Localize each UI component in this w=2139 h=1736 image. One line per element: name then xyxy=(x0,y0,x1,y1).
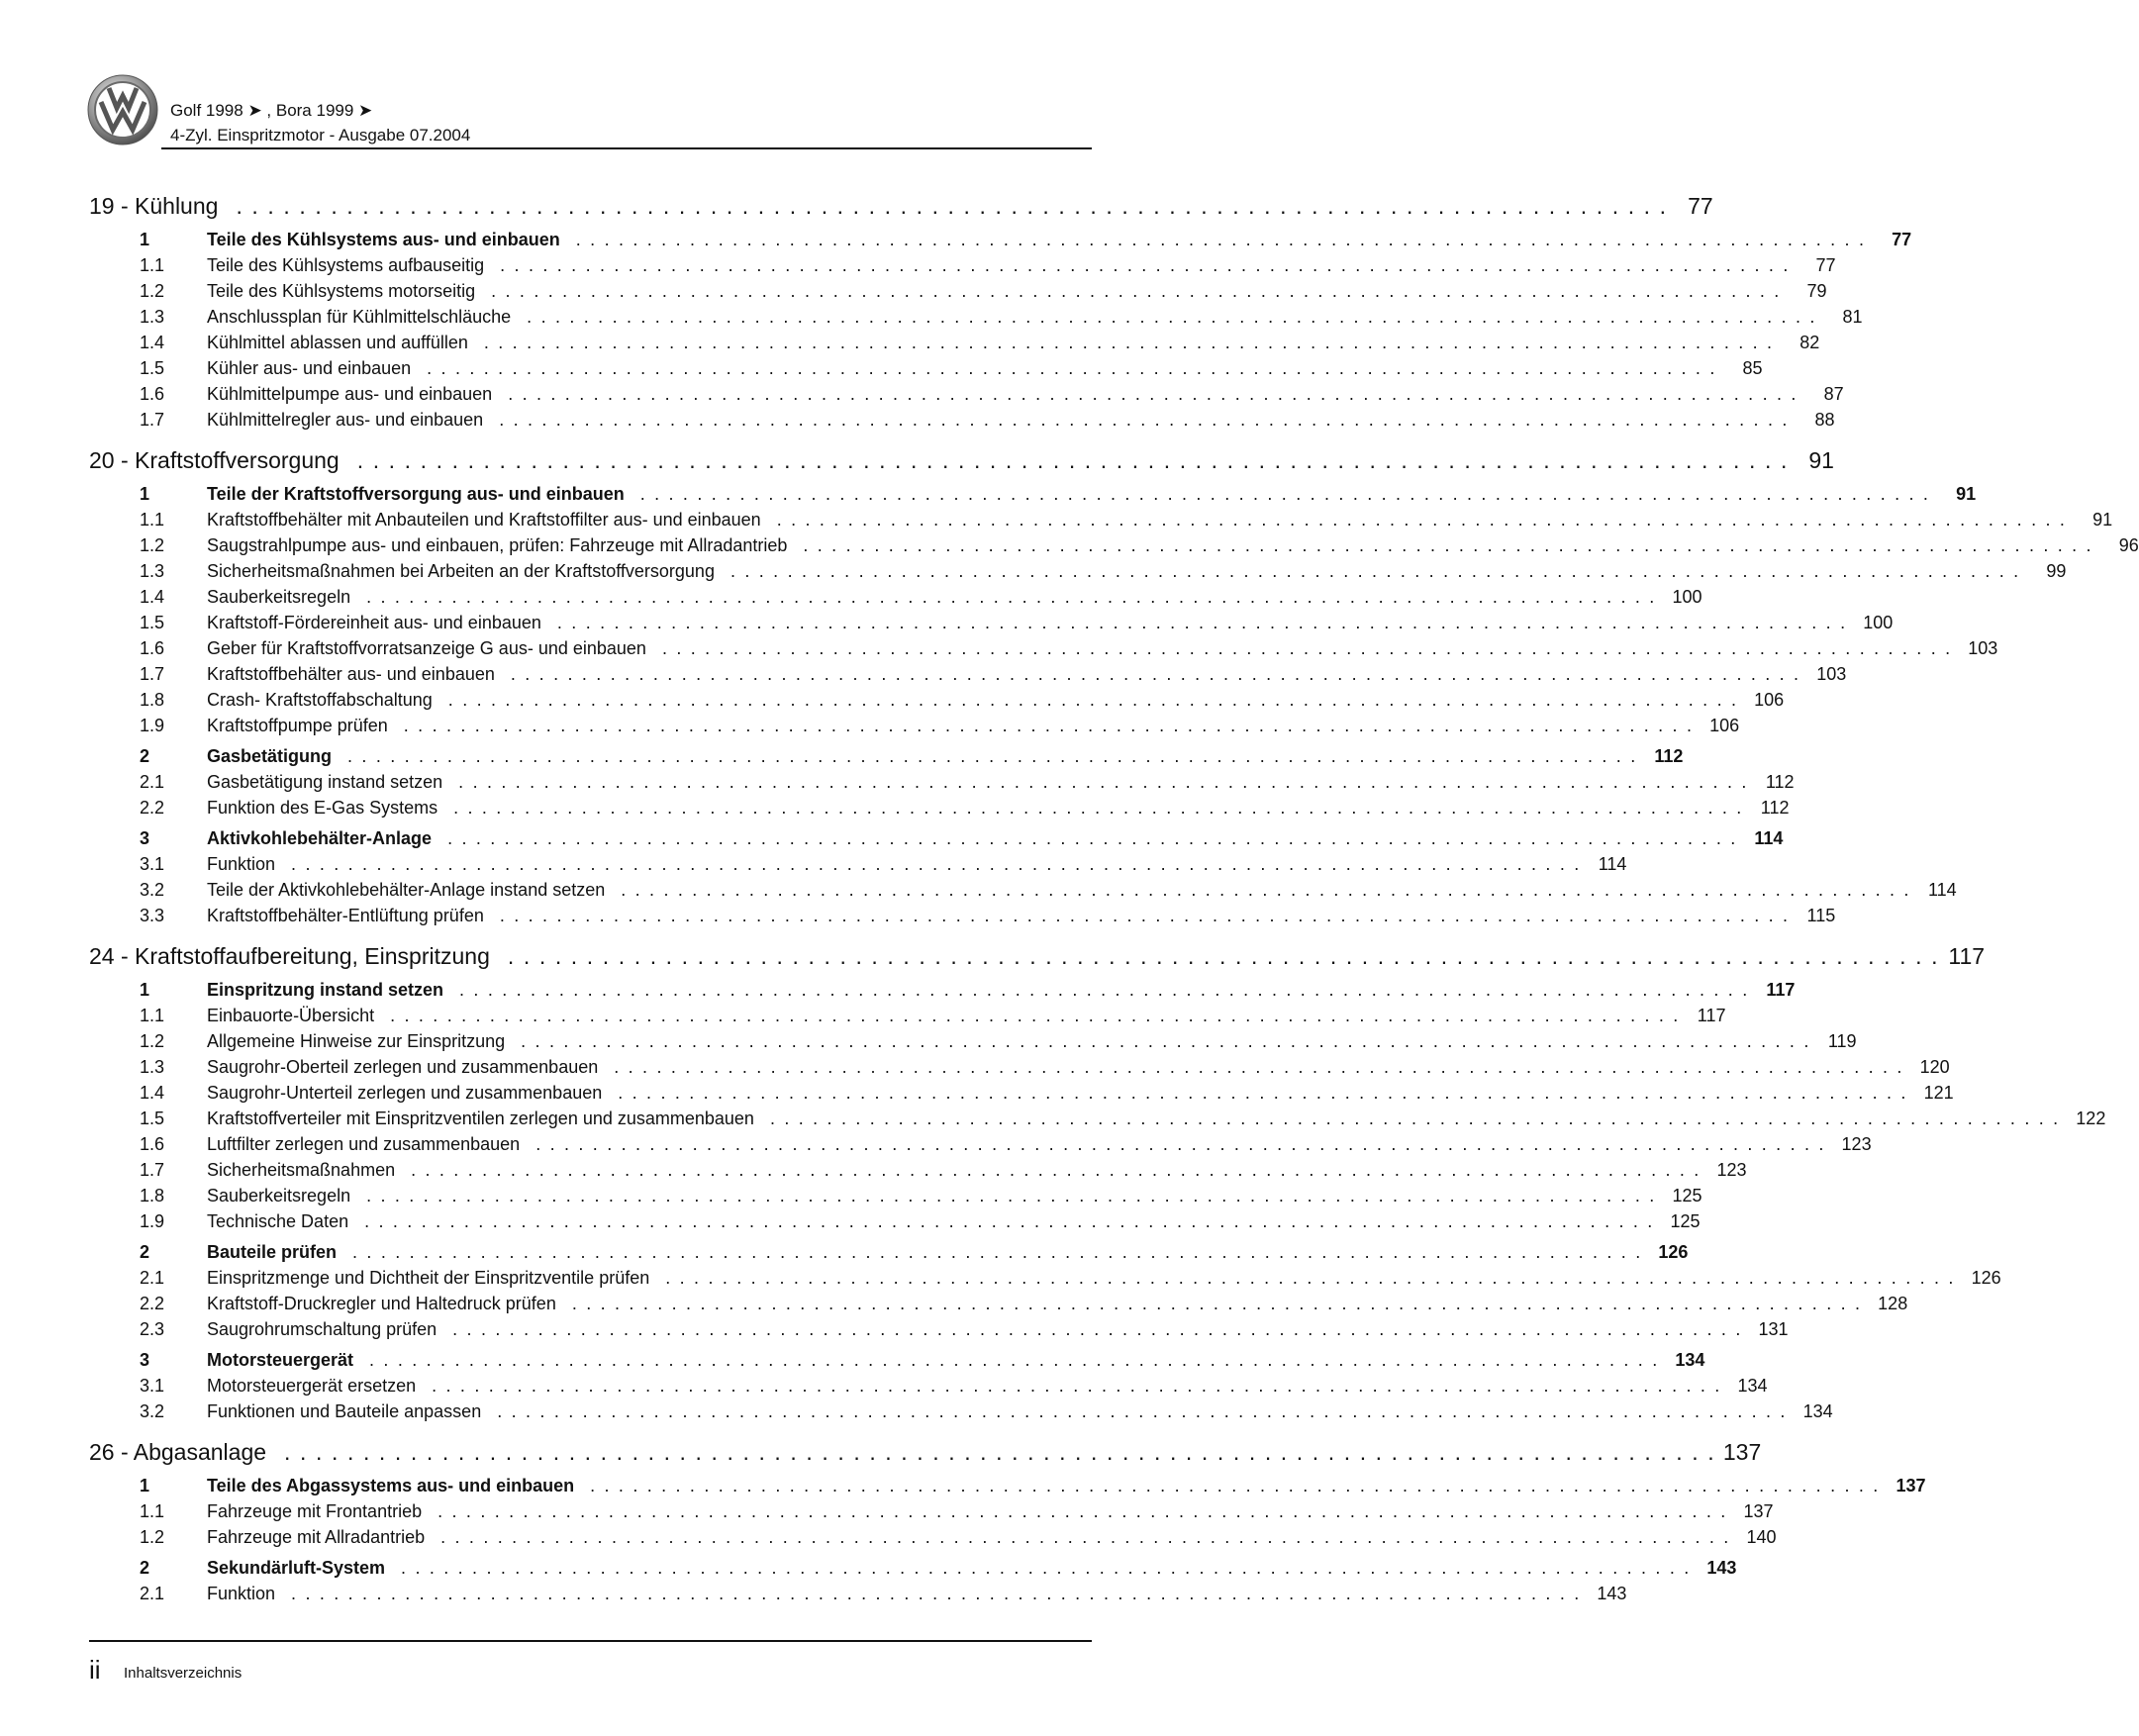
entry-title: Kraftstoffbehälter mit Anbauteilen und Kraftstoffilter aus- und einbauen xyxy=(207,510,761,530)
header-divider xyxy=(161,147,1092,149)
entry-title: Kraftstoff-Fördereinheit aus- und einbauen xyxy=(207,613,541,632)
entry-title: Fahrzeuge mit Frontantrieb xyxy=(207,1501,423,1521)
entry-number: 1.9 xyxy=(140,716,165,735)
toc-entry[interactable] xyxy=(89,1080,1954,1106)
entry-page-number: 125 xyxy=(1670,1211,1701,1231)
dot-leader: . . . . . . . . . . . . . . . . . . . . . . . . . . . . . . . . . . . . . . . . . . . . . . . . . . . . . . . . . . . . . . . . . . . . . . . . . . . . . . . . . . . . . . . . . . . xyxy=(499,906,1791,925)
entry-page-number: 134 xyxy=(1675,1350,1705,1370)
entry-page-number: 112 xyxy=(1654,746,1684,766)
entry-number: 1.2 xyxy=(140,281,165,301)
header-engine-line: 4-Zyl. Einspritzmotor - Ausgabe 07.2004 xyxy=(170,126,471,145)
entry-title: Gasbetätigung xyxy=(207,746,333,766)
entry-number: 1 xyxy=(140,230,150,249)
entry-title: Saugstrahlpumpe aus- und einbauen, prüfen: Fahrzeuge mit Allradantrieb xyxy=(207,535,788,555)
entry-number: 1.6 xyxy=(140,638,165,658)
entry-title: Teile des Abgassystems aus- und einbauen xyxy=(207,1476,575,1495)
entry-page-number: 77 xyxy=(1815,255,1836,275)
dot-leader: . . . . . . . . . . . . . . . . . . . . . . . . . . . . . . . . . . . . . . . . . . . . . . . . . . . . . . . . . . . . . . . . . . . . . . . . . . . . . . . . . . . . . . . . . . . xyxy=(347,746,1638,766)
dot-leader: . . . . . . . . . . . . . . . . . . . . . . . . . . . . . . . . . . . . . . . . . . . . . . . . . . . . . . . . . . . . . . . . . . . . . . . . . . . . . . . . . . . . . . . . . . . xyxy=(639,484,1931,504)
dot-leader: . . . . . . . . . . . . . . . . . . . . . . . . . . . . . . . . . . . . . . . . . . . . . . . . . . . . . . . . . . . . . . . . . . . . . . . . . . . . . . . . . . . . . . . . . . . xyxy=(453,798,1744,818)
toc-entry[interactable] xyxy=(89,330,1820,355)
entry-title: Funktion des E-Gas Systems xyxy=(207,798,438,818)
entry-page-number: 134 xyxy=(1802,1401,1833,1421)
entry-number: 2.2 xyxy=(140,798,165,818)
toc-entry[interactable] xyxy=(89,407,1835,433)
toc-entry[interactable] xyxy=(89,610,1894,635)
entry-number: 1.4 xyxy=(140,333,165,352)
entry-title: Funktion xyxy=(207,1584,276,1603)
entry-page-number: 96 xyxy=(2118,535,2139,555)
entry-number: 3 xyxy=(140,828,150,848)
entry-number: 3.1 xyxy=(140,854,165,874)
entry-page-number: 122 xyxy=(2076,1109,2106,1128)
entry-page-number: 77 xyxy=(1892,230,1912,249)
footer-label: Inhaltsverzeichnis xyxy=(124,1665,243,1682)
entry-number: 1.1 xyxy=(140,1501,165,1521)
entry-number: 1.5 xyxy=(140,358,165,378)
dot-leader: . . . . . . . . . . . . . . . . . . . . . . . . . . . . . . . . . . . . . . . . . . . . . . . . . . . . . . . . . . . . . . . . . . . . . . . . . . . . . . . . . . . . . . . . . . . xyxy=(364,1211,1655,1231)
entry-page-number: 123 xyxy=(1716,1160,1747,1180)
toc-entry[interactable] xyxy=(89,1054,1950,1080)
dot-leader: . . . . . . . . . . . . . . . . . . . . . . . . . . . . . . . . . . . . . . . . . . . . . . . . . . . . . . . . . . . . . . . . . . . . . . . . . . . . . . . . . . . . . . . . . . . xyxy=(438,1501,1728,1521)
entry-title: Kraftstoffverteiler mit Einspritzventilen zerlegen und zusammenbauen xyxy=(207,1109,754,1128)
entry-number: 2 xyxy=(140,746,150,766)
dot-leader: . . . . . . . . . . . . . . . . . . . . . . . . . . . . . . . . . . . . . . . . . . . . . . . . . . . . . . . . . . . . . . . . . . . . . . . . . . . . . . . . . . . . . . . . . . . xyxy=(500,255,1791,275)
dot-leader: . . . . . . . . . . . . . . . . . . . . . . . . . . . . . . . . . . . . . . . . . . . . . . . . . . . . . . . . . . . . . . . . . . . . . . . . . . . . . . . . . . . . . . . . . . . xyxy=(497,1401,1788,1421)
dot-leader: . . . . . . . . . . . . . . . . . . . . . . . . . . . . . . . . . . . . . . . . . . . . . . . . . . . . . . . . . . . . . . . . . . . . . . . . . . . . . . . . . . . . . . . . . . . xyxy=(571,1294,1863,1313)
entry-title: Kühler aus- und einbauen xyxy=(207,358,412,378)
entry-number: 1.2 xyxy=(140,1031,165,1051)
dot-leader: . . . . . . . . . . . . . . . . . . . . . . . . . . . . . . . . . . . . . . . . . . . . . . . . . . . . . . . . . . . . . . . . . . . . . . . . . . . . . . . . . . . . . . . . . . . xyxy=(776,510,2068,530)
table-of-contents xyxy=(89,190,2139,1606)
toc-entry[interactable] xyxy=(89,1131,1872,1157)
chapter-title: 20 - Kraftstoffversorgung xyxy=(89,447,340,473)
toc-entry[interactable] xyxy=(89,713,1740,738)
toc-entry[interactable] xyxy=(89,1498,1774,1524)
entry-title: Aktivkohlebehälter-Anlage xyxy=(207,828,433,848)
toc-entry[interactable] xyxy=(89,687,1785,713)
entry-title: Einspritzmenge und Dichtheit der Einspritzventile prüfen xyxy=(207,1268,650,1288)
dot-leader: . . . . . . . . . . . . . . . . . . . . . . . . . . . . . . . . . . . . . . . . . . . . . . . . . . . . . . . . . . . . . . . . . . . . . . . . . . . . . . . . . . . . . . . . . . . xyxy=(459,980,1750,1000)
chapter-page-number: 117 xyxy=(1948,943,1986,969)
entry-title: Allgemeine Hinweise zur Einspritzung xyxy=(207,1031,506,1051)
entry-number: 1 xyxy=(140,484,150,504)
dot-leader: . . . . . . . . . . . . . . . . . . . . . . . . . . . . . . . . . . . . . . . . . . . . . . . . . . . . . . . . . . . . . . . . . . . . . . . . . . . . . . . . . . . . . . . . . . . xyxy=(284,1439,1716,1465)
dot-leader: . . . . . . . . . . . . . . . . . . . . . . . . . . . . . . . . . . . . . . . . . . . . . . . . . . . . . . . . . . . . . . . . . . . . . . . . . . . . . . . . . . . . . . . . . . . xyxy=(621,880,1911,900)
entry-page-number: 123 xyxy=(1841,1134,1872,1154)
entry-number: 2 xyxy=(140,1242,150,1262)
entry-number: 1.5 xyxy=(140,1109,165,1128)
entry-title: Kraftstoffbehälter-Entlüftung prüfen xyxy=(207,906,484,925)
entry-page-number: 117 xyxy=(1697,1006,1726,1025)
toc-subchapter[interactable] xyxy=(89,825,1784,851)
entry-title: Gasbetätigung instand setzen xyxy=(207,772,443,792)
entry-number: 1.1 xyxy=(140,255,165,275)
toc-chapter[interactable] xyxy=(89,1436,1762,1468)
chapter-title: 19 - Kühlung xyxy=(89,193,219,219)
toc-entry[interactable] xyxy=(89,635,1998,661)
entry-number: 1.8 xyxy=(140,690,165,710)
dot-leader: . . . . . . . . . . . . . . . . . . . . . . . . . . . . . . . . . . . . . . . . . . . . . . . . . . . . . . . . . . . . . . . . . . . . . . . . . . . . . . . . . . . . . . . . . . . xyxy=(499,410,1790,430)
entry-page-number: 121 xyxy=(1923,1083,1954,1103)
entry-title: Sauberkeitsregeln xyxy=(207,1186,351,1206)
toc-entry[interactable] xyxy=(89,532,2139,558)
entry-page-number: 100 xyxy=(1672,587,1702,607)
entry-title: Kühlmittel ablassen und auffüllen xyxy=(207,333,468,352)
toc-entry[interactable] xyxy=(89,1208,1701,1234)
toc-entry[interactable] xyxy=(89,1028,1857,1054)
dot-leader: . . . . . . . . . . . . . . . . . . . . . . . . . . . . . . . . . . . . . . . . . . . . . . . . . . . . . . . . . . . . . . . . . . . . . . . . . . . . . . . . . . . . . . . . . . . xyxy=(369,1350,1660,1370)
entry-page-number: 143 xyxy=(1706,1558,1737,1578)
entry-title: Teile des Kühlsystems motorseitig xyxy=(207,281,476,301)
entry-title: Einbauorte-Übersicht xyxy=(207,1006,375,1025)
toc-entry[interactable] xyxy=(89,1373,1768,1398)
entry-title: Saugrohrumschaltung prüfen xyxy=(207,1319,438,1339)
dot-leader: . . . . . . . . . . . . . . . . . . . . . . . . . . . . . . . . . . . . . . . . . . . . . . . . . . . . . . . . . . . . . . . . . . . . . . . . . . . . . . . . . . . . . . . . . . . xyxy=(590,1476,1881,1495)
entry-title: Motorsteuergerät xyxy=(207,1350,354,1370)
entry-page-number: 140 xyxy=(1746,1527,1777,1547)
entry-title: Motorsteuergerät ersetzen xyxy=(207,1376,417,1396)
toc-chapter[interactable] xyxy=(89,940,1986,972)
toc-entry[interactable] xyxy=(89,381,1844,407)
toc-entry[interactable] xyxy=(89,1524,1777,1550)
entry-number: 1.2 xyxy=(140,1527,165,1547)
entry-number: 2.1 xyxy=(140,1584,165,1603)
entry-number: 1.3 xyxy=(140,1057,165,1077)
dot-leader: . . . . . . . . . . . . . . . . . . . . . . . . . . . . . . . . . . . . . . . . . . . . . . . . . . . . . . . . . . . . . . . . . . . . . . . . . . . . . . . . . . . . . . . . . . . xyxy=(618,1083,1908,1103)
dot-leader: . . . . . . . . . . . . . . . . . . . . . . . . . . . . . . . . . . . . . . . . . . . . . . . . . . . . . . . . . . . . . . . . . . . . . . . . . . . . . . . . . . . . . . . . . . . xyxy=(491,281,1782,301)
entry-page-number: 126 xyxy=(1971,1268,2001,1288)
entry-page-number: 114 xyxy=(1598,854,1627,874)
entry-title: Fahrzeuge mit Allradantrieb xyxy=(207,1527,426,1547)
dot-leader: . . . . . . . . . . . . . . . . . . . . . . . . . . . . . . . . . . . . . . . . . . . . . . . . . . . . . . . . . . . . . . . . . . . . . . . . . . . . . . . . . . . . . . . . . . . xyxy=(411,1160,1701,1180)
entry-page-number: 103 xyxy=(1968,638,1998,658)
entry-title: Kühlmittelregler aus- und einbauen xyxy=(207,410,484,430)
toc-subchapter[interactable] xyxy=(89,227,1912,252)
dot-leader: . . . . . . . . . . . . . . . . . . . . . . . . . . . . . . . . . . . . . . . . . . . . . . . . . . . . . . . . . . . . . . . . . . . . . . . . . . . . . . . . . . . . . . . . . . . xyxy=(366,1186,1657,1206)
dot-leader: . . . . . . . . . . . . . . . . . . . . . . . . . . . . . . . . . . . . . . . . . . . . . . . . . . . . . . . . . . . . . . . . . . . . . . . . . . . . . . . . . . . . . . . . . . . xyxy=(447,828,1738,848)
entry-title: Technische Daten xyxy=(207,1211,349,1231)
entry-page-number: 82 xyxy=(1799,333,1820,352)
entry-title: Saugrohr-Unterteil zerlegen und zusammenbauen xyxy=(207,1083,603,1103)
entry-title: Luftfilter zerlegen und zusammenbauen xyxy=(207,1134,521,1154)
entry-number: 3.3 xyxy=(140,906,165,925)
entry-page-number: 87 xyxy=(1823,384,1844,404)
toc-entry[interactable] xyxy=(89,304,1863,330)
toc-entry[interactable] xyxy=(89,661,1847,687)
entry-page-number: 100 xyxy=(1863,613,1894,632)
entry-page-number: 91 xyxy=(1956,484,1977,504)
entry-number: 1.1 xyxy=(140,1006,165,1025)
entry-page-number: 115 xyxy=(1806,906,1836,925)
entry-page-number: 143 xyxy=(1597,1584,1627,1603)
toc-subchapter[interactable] xyxy=(89,481,1977,507)
entry-page-number: 112 xyxy=(1765,772,1795,792)
entry-title: Teile der Kraftstoffversorgung aus- und einbauen xyxy=(207,484,625,504)
toc-entry[interactable] xyxy=(89,1003,1726,1028)
dot-leader: . . . . . . . . . . . . . . . . . . . . . . . . . . . . . . . . . . . . . . . . . . . . . . . . . . . . . . . . . . . . . . . . . . . . . . . . . . . . . . . . . . . . . . . . . . . xyxy=(390,1006,1681,1025)
toc-entry[interactable] xyxy=(89,795,1790,820)
toc-entry[interactable] xyxy=(89,1291,1908,1316)
dot-leader: . . . . . . . . . . . . . . . . . . . . . . . . . . . . . . . . . . . . . . . . . . . . . . . . . . . . . . . . . . . . . . . . . . . . . . . . . . . . . . . . . . . . . . . . . . . xyxy=(483,333,1775,352)
entry-title: Bauteile prüfen xyxy=(207,1242,338,1262)
entry-number: 1 xyxy=(140,1476,150,1495)
dot-leader: . . . . . . . . . . . . . . . . . . . . . . . . . . . . . . . . . . . . . . . . . . . . . . . . . . . . . . . . . . . . . . . . . . . . . . . . . . . . . . . . . . . . . . . . . . . xyxy=(366,587,1657,607)
entry-number: 1.9 xyxy=(140,1211,165,1231)
toc-entry[interactable] xyxy=(89,584,1702,610)
dot-leader: . . . . . . . . . . . . . . . . . . . . . . . . . . . . . . . . . . . . . . . . . . . . . . . . . . . . . . . . . . . . . . . . . . . . . . . . . . . . . . . . . . . . . . . . . . . xyxy=(427,358,1717,378)
dot-leader: . . . . . . . . . . . . . . . . . . . . . . . . . . . . . . . . . . . . . . . . . . . . . . . . . . . . . . . . . . . . . . . . . . . . . . . . . . . . . . . . . . . . . . . . . . . xyxy=(729,561,2021,581)
dot-leader: . . . . . . . . . . . . . . . . . . . . . . . . . . . . . . . . . . . . . . . . . . . . . . . . . . . . . . . . . . . . . . . . . . . . . . . . . . . . . . . . . . . . . . . . . . . xyxy=(291,1584,1582,1603)
entry-page-number: 131 xyxy=(1758,1319,1789,1339)
footer-page-number: ii xyxy=(89,1655,101,1685)
entry-title: Kraftstoffpumpe prüfen xyxy=(207,716,388,735)
chapter-page-number: 77 xyxy=(1688,193,1713,219)
entry-title: Sekundärluft-System xyxy=(207,1558,386,1578)
entry-number: 2.1 xyxy=(140,772,165,792)
dot-leader: . . . . . . . . . . . . . . . . . . . . . . . . . . . . . . . . . . . . . . . . . . . . . . . . . . . . . . . . . . . . . . . . . . . . . . . . . . . . . . . . . . . . . . . . . . . xyxy=(661,638,1953,658)
toc-subchapter[interactable] xyxy=(89,1555,1737,1581)
entry-page-number: 117 xyxy=(1766,980,1796,1000)
entry-page-number: 85 xyxy=(1742,358,1763,378)
entry-page-number: 119 xyxy=(1827,1031,1857,1051)
chapter-page-number: 137 xyxy=(1722,1439,1762,1465)
entry-page-number: 112 xyxy=(1760,798,1790,818)
dot-leader: . . . . . . . . . . . . . . . . . . . . . . . . . . . . . . . . . . . . . . . . . . . . . . . . . . . . . . . . . . . . . . . . . . . . . . . . . . . . . . . . . . . . . . . . . . . xyxy=(614,1057,1904,1077)
entry-title: Sicherheitsmaßnahmen xyxy=(207,1160,396,1180)
toc-chapter[interactable] xyxy=(89,190,1713,222)
dot-leader: . . . . . . . . . . . . . . . . . . . . . . . . . . . . . . . . . . . . . . . . . . . . . . . . . . . . . . . . . . . . . . . . . . . . . . . . . . . . . . . . . . . . . . . . . . . xyxy=(236,193,1668,219)
entry-page-number: 106 xyxy=(1709,716,1740,735)
chapter-title: 24 - Kraftstoffaufbereitung, Einspritzung xyxy=(89,943,490,969)
entry-page-number: 120 xyxy=(1919,1057,1950,1077)
entry-number: 1.4 xyxy=(140,587,165,607)
dot-leader: . . . . . . . . . . . . . . . . . . . . . . . . . . . . . . . . . . . . . . . . . . . . . . . . . . . . . . . . . . . . . . . . . . . . . . . . . . . . . . . . . . . . . . . . . . . xyxy=(403,716,1695,735)
dot-leader: . . . . . . . . . . . . . . . . . . . . . . . . . . . . . . . . . . . . . . . . . . . . . . . . . . . . . . . . . . . . . . . . . . . . . . . . . . . . . . . . . . . . . . . . . . . xyxy=(510,664,1801,684)
entry-page-number: 79 xyxy=(1806,281,1827,301)
toc-entry[interactable] xyxy=(89,1398,1833,1424)
dot-leader: . . . . . . . . . . . . . . . . . . . . . . . . . . . . . . . . . . . . . . . . . . . . . . . . . . . . . . . . . . . . . . . . . . . . . . . . . . . . . . . . . . . . . . . . . . . xyxy=(521,1031,1811,1051)
toc-subchapter[interactable] xyxy=(89,1473,1926,1498)
dot-leader: . . . . . . . . . . . . . . . . . . . . . . . . . . . . . . . . . . . . . . . . . . . . . . . . . . . . . . . . . . . . . . . . . . . . . . . . . . . . . . . . . . . . . . . . . . . xyxy=(356,447,1789,473)
entry-number: 1.8 xyxy=(140,1186,165,1206)
dot-leader: . . . . . . . . . . . . . . . . . . . . . . . . . . . . . . . . . . . . . . . . . . . . . . . . . . . . . . . . . . . . . . . . . . . . . . . . . . . . . . . . . . . . . . . . . . . xyxy=(527,307,1817,327)
entry-number: 1.4 xyxy=(140,1083,165,1103)
chapter-title: 26 - Abgasanlage xyxy=(89,1439,267,1465)
toc-subchapter[interactable] xyxy=(89,977,1796,1003)
entry-title: Kraftstoffbehälter aus- und einbauen xyxy=(207,664,495,684)
toc-subchapter[interactable] xyxy=(89,1347,1705,1373)
entry-number: 2 xyxy=(140,1558,150,1578)
entry-page-number: 137 xyxy=(1743,1501,1774,1521)
entry-page-number: 114 xyxy=(1754,828,1784,848)
entry-page-number: 114 xyxy=(1927,880,1957,900)
toc-entry[interactable] xyxy=(89,1581,1627,1606)
entry-page-number: 128 xyxy=(1878,1294,1908,1313)
dot-leader: . . . . . . . . . . . . . . . . . . . . . . . . . . . . . . . . . . . . . . . . . . . . . . . . . . . . . . . . . . . . . . . . . . . . . . . . . . . . . . . . . . . . . . . . . . . xyxy=(665,1268,1956,1288)
header-vehicle-line: Golf 1998 ➤ , Bora 1999 ➤ xyxy=(170,101,373,120)
entry-number: 1.3 xyxy=(140,307,165,327)
entry-title: Kühlmittelpumpe aus- und einbauen xyxy=(207,384,493,404)
toc-entry[interactable] xyxy=(89,851,1627,877)
entry-number: 1.3 xyxy=(140,561,165,581)
entry-number: 1.7 xyxy=(140,410,165,430)
toc-chapter[interactable] xyxy=(89,444,1834,476)
volkswagen-logo-icon xyxy=(87,74,158,145)
dot-leader: . . . . . . . . . . . . . . . . . . . . . . . . . . . . . . . . . . . . . . . . . . . . . . . . . . . . . . . . . . . . . . . . . . . . . . . . . . . . . . . . . . . . . . . . . . . xyxy=(803,535,2093,555)
entry-page-number: 137 xyxy=(1896,1476,1926,1495)
entry-number: 1.5 xyxy=(140,613,165,632)
toc-entry[interactable] xyxy=(89,1183,1702,1208)
footer-divider xyxy=(89,1640,1092,1642)
dot-leader: . . . . . . . . . . . . . . . . . . . . . . . . . . . . . . . . . . . . . . . . . . . . . . . . . . . . . . . . . . . . . . . . . . . . . . . . . . . . . . . . . . . . . . . . . . . xyxy=(352,1242,1643,1262)
dot-leader: . . . . . . . . . . . . . . . . . . . . . . . . . . . . . . . . . . . . . . . . . . . . . . . . . . . . . . . . . . . . . . . . . . . . . . . . . . . . . . . . . . . . . . . . . . . xyxy=(535,1134,1826,1154)
dot-leader: . . . . . . . . . . . . . . . . . . . . . . . . . . . . . . . . . . . . . . . . . . . . . . . . . . . . . . . . . . . . . . . . . . . . . . . . . . . . . . . . . . . . . . . . . . . xyxy=(458,772,1749,792)
entry-number: 1.6 xyxy=(140,384,165,404)
entry-page-number: 91 xyxy=(2092,510,2113,530)
toc-entry[interactable] xyxy=(89,1265,2001,1291)
dot-leader: . . . . . . . . . . . . . . . . . . . . . . . . . . . . . . . . . . . . . . . . . . . . . . . . . . . . . . . . . . . . . . . . . . . . . . . . . . . . . . . . . . . . . . . . . . . xyxy=(432,1376,1722,1396)
entry-number: 1.6 xyxy=(140,1134,165,1154)
toc-subchapter[interactable] xyxy=(89,743,1684,769)
toc-entry[interactable] xyxy=(89,1106,2106,1131)
entry-title: Teile des Kühlsystems aus- und einbauen xyxy=(207,230,560,249)
entry-number: 2.2 xyxy=(140,1294,165,1313)
entry-title: Sicherheitsmaßnahmen bei Arbeiten an der Kraftstoffversorgung xyxy=(207,561,715,581)
chapter-page-number: 91 xyxy=(1808,447,1834,473)
entry-title: Anschlussplan für Kühlmittelschläuche xyxy=(207,307,512,327)
entry-number: 1.1 xyxy=(140,510,165,530)
entry-page-number: 88 xyxy=(1814,410,1835,430)
dot-leader: . . . . . . . . . . . . . . . . . . . . . . . . . . . . . . . . . . . . . . . . . . . . . . . . . . . . . . . . . . . . . . . . . . . . . . . . . . . . . . . . . . . . . . . . . . . xyxy=(507,943,1940,969)
entry-title: Saugrohr-Oberteil zerlegen und zusammenbauen xyxy=(207,1057,599,1077)
entry-title: Kraftstoff-Druckregler und Haltedruck prüfen xyxy=(207,1294,556,1313)
toc-entry[interactable] xyxy=(89,252,1836,278)
toc-entry[interactable] xyxy=(89,877,1957,903)
entry-page-number: 134 xyxy=(1737,1376,1768,1396)
dot-leader: . . . . . . . . . . . . . . . . . . . . . . . . . . . . . . . . . . . . . . . . . . . . . . . . . . . . . . . . . . . . . . . . . . . . . . . . . . . . . . . . . . . . . . . . . . . xyxy=(769,1109,2061,1128)
entry-page-number: 99 xyxy=(2046,561,2067,581)
toc-entry[interactable] xyxy=(89,507,2113,532)
toc-entry[interactable] xyxy=(89,1316,1789,1342)
entry-number: 1 xyxy=(140,980,150,1000)
toc-entry[interactable] xyxy=(89,558,2067,584)
dot-leader: . . . . . . . . . . . . . . . . . . . . . . . . . . . . . . . . . . . . . . . . . . . . . . . . . . . . . . . . . . . . . . . . . . . . . . . . . . . . . . . . . . . . . . . . . . . xyxy=(440,1527,1731,1547)
toc-entry[interactable] xyxy=(89,278,1827,304)
entry-number: 2.1 xyxy=(140,1268,165,1288)
entry-page-number: 103 xyxy=(1816,664,1847,684)
dot-leader: . . . . . . . . . . . . . . . . . . . . . . . . . . . . . . . . . . . . . . . . . . . . . . . . . . . . . . . . . . . . . . . . . . . . . . . . . . . . . . . . . . . . . . . . . . . xyxy=(556,613,1848,632)
entry-number: 3.2 xyxy=(140,880,165,900)
entry-title: Teile der Aktivkohlebehälter-Anlage instand setzen xyxy=(207,880,606,900)
entry-number: 3.2 xyxy=(140,1401,165,1421)
entry-title: Crash- Kraftstoffabschaltung xyxy=(207,690,433,710)
entry-title: Funktion xyxy=(207,854,276,874)
entry-page-number: 106 xyxy=(1754,690,1785,710)
toc-entry[interactable] xyxy=(89,355,1763,381)
dot-leader: . . . . . . . . . . . . . . . . . . . . . . . . . . . . . . . . . . . . . . . . . . . . . . . . . . . . . . . . . . . . . . . . . . . . . . . . . . . . . . . . . . . . . . . . . . . xyxy=(575,230,1867,249)
entry-number: 1.7 xyxy=(140,1160,165,1180)
entry-number: 1.2 xyxy=(140,535,165,555)
entry-title: Geber für Kraftstoffvorratsanzeige G aus- und einbauen xyxy=(207,638,646,658)
dot-leader: . . . . . . . . . . . . . . . . . . . . . . . . . . . . . . . . . . . . . . . . . . . . . . . . . . . . . . . . . . . . . . . . . . . . . . . . . . . . . . . . . . . . . . . . . . . xyxy=(452,1319,1743,1339)
dot-leader: . . . . . . . . . . . . . . . . . . . . . . . . . . . . . . . . . . . . . . . . . . . . . . . . . . . . . . . . . . . . . . . . . . . . . . . . . . . . . . . . . . . . . . . . . . . xyxy=(401,1558,1692,1578)
entry-title: Einspritzung instand setzen xyxy=(207,980,444,1000)
dot-leader: . . . . . . . . . . . . . . . . . . . . . . . . . . . . . . . . . . . . . . . . . . . . . . . . . . . . . . . . . . . . . . . . . . . . . . . . . . . . . . . . . . . . . . . . . . . xyxy=(508,384,1799,404)
entry-title: Sauberkeitsregeln xyxy=(207,587,351,607)
dot-leader: . . . . . . . . . . . . . . . . . . . . . . . . . . . . . . . . . . . . . . . . . . . . . . . . . . . . . . . . . . . . . . . . . . . . . . . . . . . . . . . . . . . . . . . . . . . xyxy=(291,854,1582,874)
entry-title: Funktionen und Bauteile anpassen xyxy=(207,1401,482,1421)
toc-entry[interactable] xyxy=(89,769,1795,795)
toc-entry[interactable] xyxy=(89,1157,1747,1183)
entry-number: 2.3 xyxy=(140,1319,165,1339)
entry-page-number: 126 xyxy=(1658,1242,1689,1262)
entry-page-number: 125 xyxy=(1672,1186,1702,1206)
toc-subchapter[interactable] xyxy=(89,1239,1689,1265)
toc-entry[interactable] xyxy=(89,903,1836,928)
entry-page-number: 81 xyxy=(1842,307,1863,327)
entry-number: 1.7 xyxy=(140,664,165,684)
entry-number: 3.1 xyxy=(140,1376,165,1396)
dot-leader: . . . . . . . . . . . . . . . . . . . . . . . . . . . . . . . . . . . . . . . . . . . . . . . . . . . . . . . . . . . . . . . . . . . . . . . . . . . . . . . . . . . . . . . . . . . xyxy=(447,690,1739,710)
entry-title: Teile des Kühlsystems aufbauseitig xyxy=(207,255,485,275)
entry-number: 3 xyxy=(140,1350,150,1370)
